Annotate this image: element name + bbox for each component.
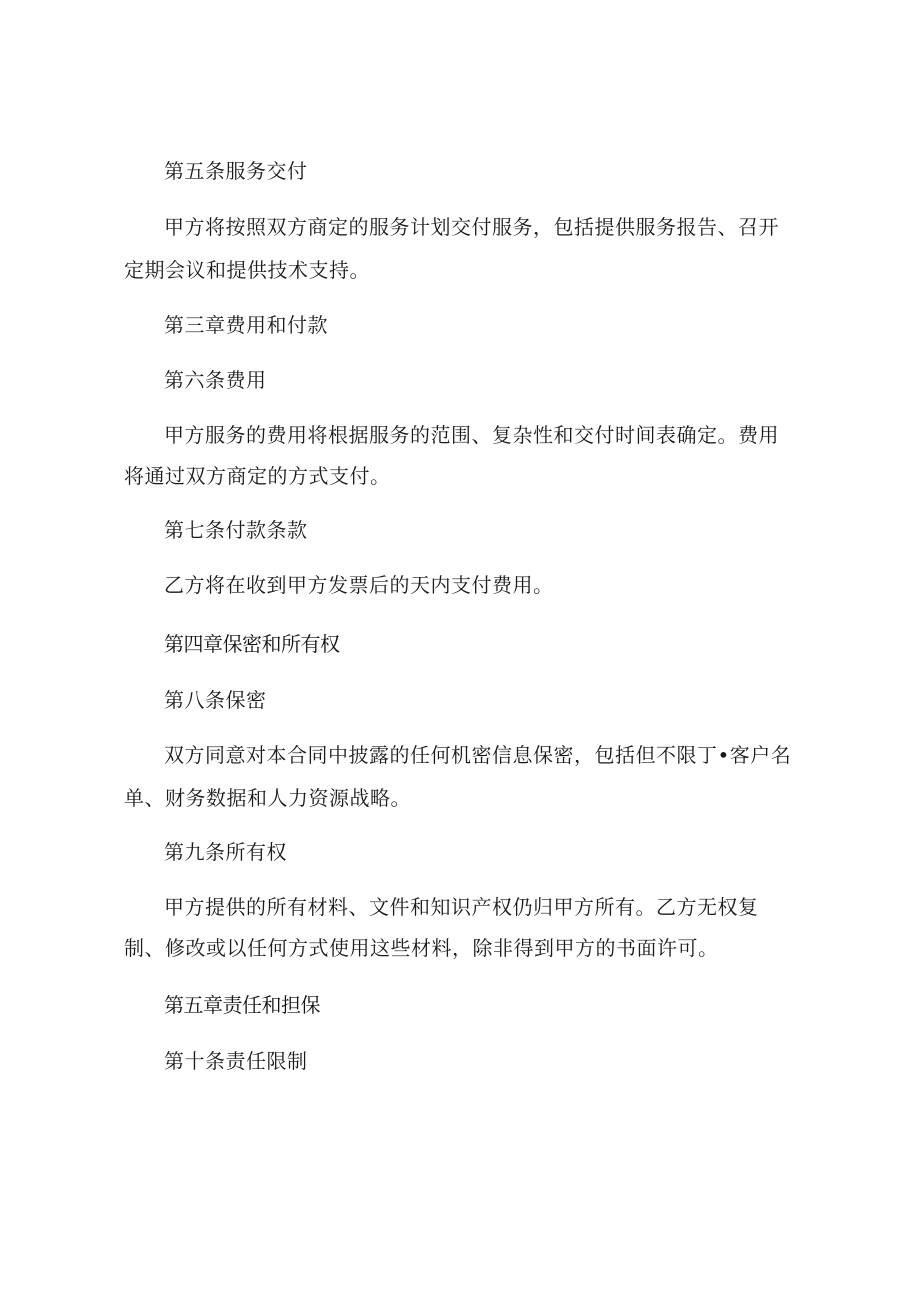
chapter-3-title: 第三章费用和付款 (164, 313, 328, 337)
article-6-body-line-2: 将通过双方商定的方式支付。 (124, 464, 391, 488)
article-8-body-line-2: 单、财务数据和人力资源战略。 (124, 786, 411, 810)
chapter-5-title: 第五章责任和担保 (164, 993, 320, 1017)
article-8-title: 第八条保密 (164, 688, 267, 712)
article-10-title: 第十条责任限制 (164, 1049, 308, 1073)
article-9-title: 第九条所有权 (164, 840, 287, 864)
article-5-body-line-1: 甲方将按照双方商定的服务计划交付服务，包括提供服务报告、召开 (164, 215, 779, 239)
article-9-body-line-1: 甲方提供的所有材料、文件和知识产权仍归甲方所有。乙方无权复 (164, 895, 759, 919)
article-7-title: 第七条付款条款 (164, 518, 308, 542)
article-8-body-line-1: 双方同意对本合同中披露的任何机密信息保密，包括但不限丁•客户名 (164, 743, 792, 767)
article-7-body-line-1: 乙方将在收到甲方发票后的天内支付费用。 (164, 573, 554, 597)
article-9-body-line-2: 制、修改或以任何方式使用这些材料，除非得到甲方的书面许可。 (124, 936, 719, 960)
article-5-body-line-2: 定期会议和提供技术支持。 (124, 258, 370, 282)
article-5-title: 第五条服务交付 (164, 159, 308, 183)
article-6-body-line-1: 甲方服务的费用将根据服务的范围、复杂性和交付时间表确定。费用 (164, 423, 779, 447)
chapter-4-title: 第四章保密和所有权 (164, 632, 340, 656)
article-6-title: 第六条费用 (164, 368, 267, 392)
